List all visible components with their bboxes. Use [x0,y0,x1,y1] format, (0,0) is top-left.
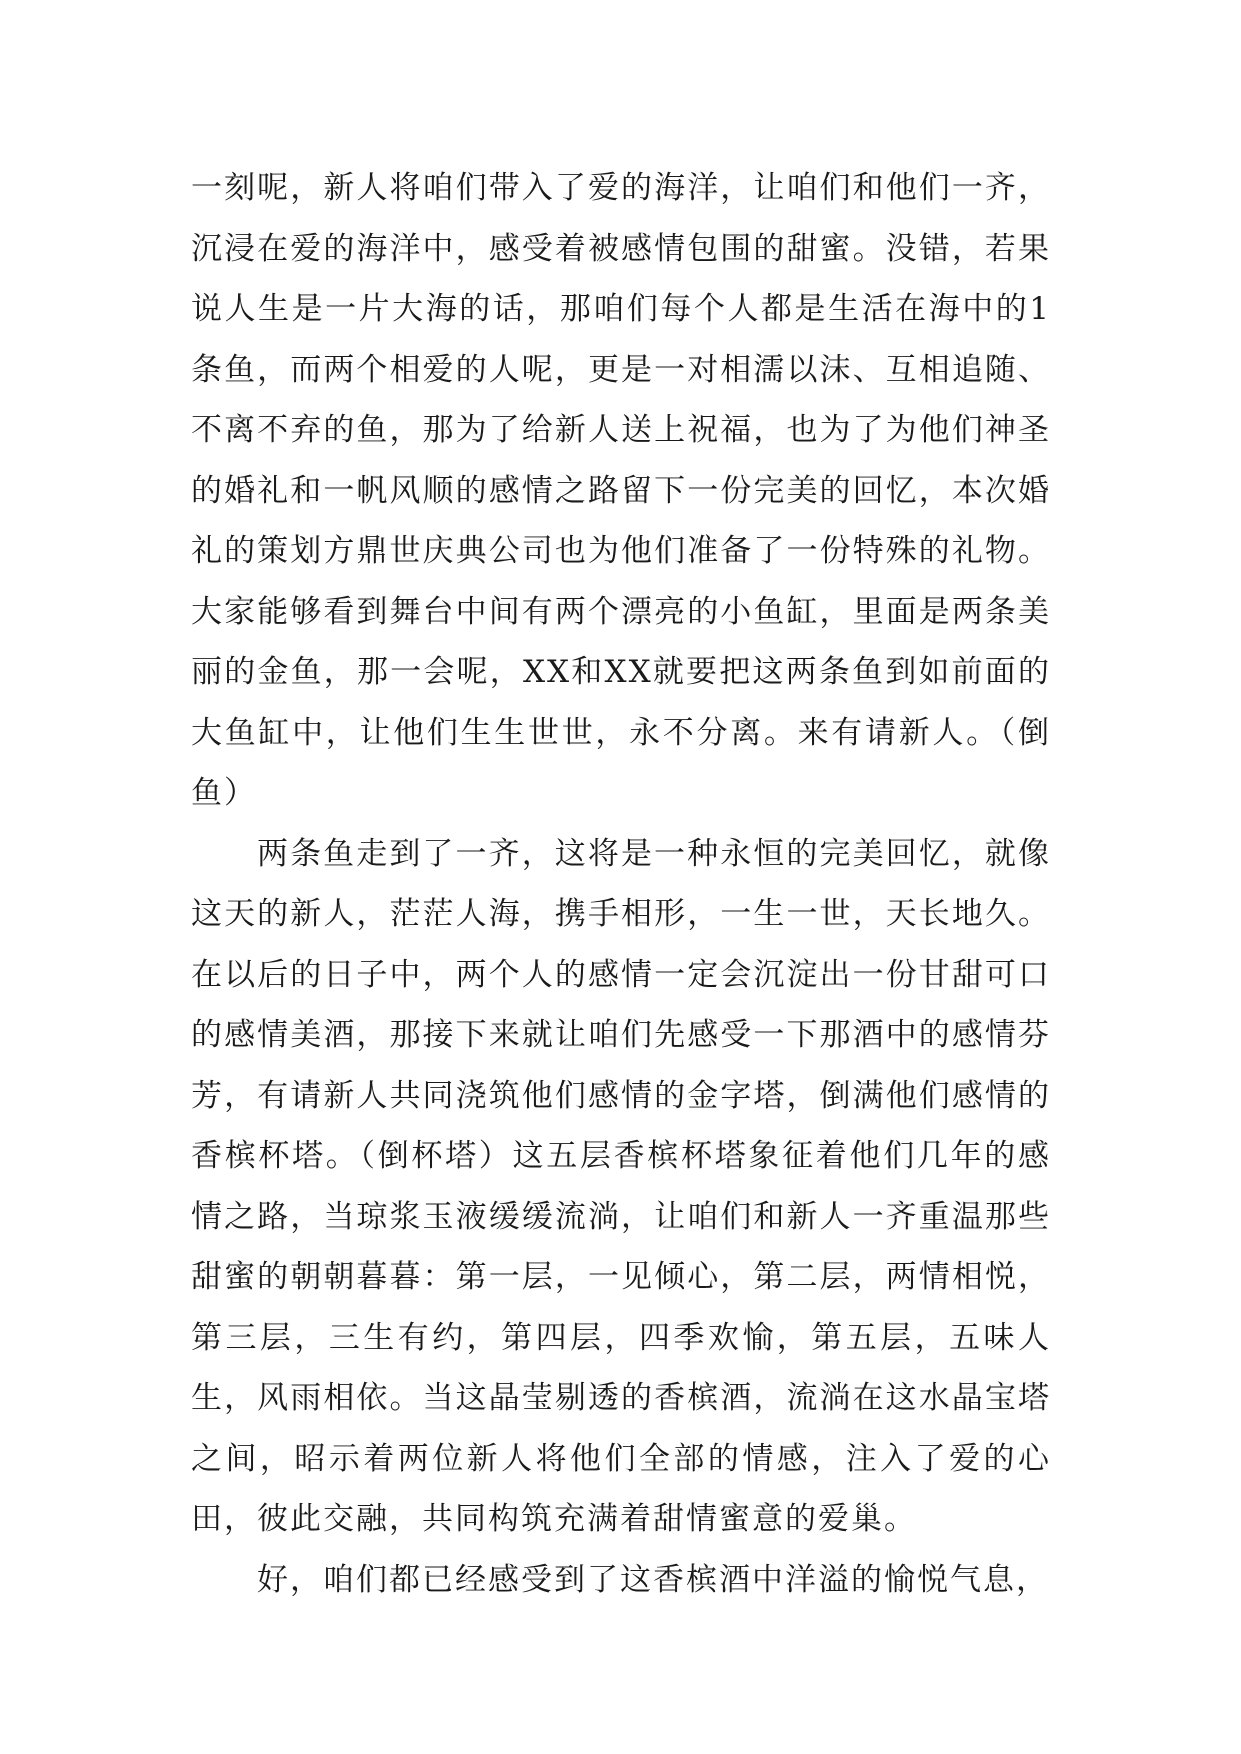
paragraph-2: 两条鱼走到了一齐，这将是一种永恒的完美回忆，就像这天的新人，茫茫人海，携手相形，一生一世，天长地久。在以后的日子中，两个人的感情一定会沉淀出一份甘甜可口的感情美酒，那接下来就让咱们先感受一下那酒中的感情芬芳，有请新人共同浇筑他们感情的金字塔，倒满他们感情的香槟杯塔。（倒杯塔）这五层香槟杯塔象征着他们几年的感情之路，当琼浆玉液缓缓流淌，让咱们和新人一齐重温那些甜蜜的朝朝暮暮：第一层，一见倾心，第二层，两情相悦，第三层，三生有约，第四层，四季欢愉，第五层，五味人生，风雨相依。当这晶莹剔透的香槟酒，流淌在这水晶宝塔之间，昭示着两位新人将他们全部的情感，注入了爱的心田，彼此交融，共同构筑充满着甜情蜜意的爱巢。 [191,835,1051,1537]
paragraph-1: 一刻呢，新人将咱们带入了爱的海洋，让咱们和他们一齐，沉浸在爱的海洋中，感受着被感情包围的甜蜜。没错，若果说人生是一片大海的话，那咱们每个人都是生活在海中的1条鱼，而两个相爱的人呢，更是一对相濡以沫、互相追随、不离不弃的鱼，那为了给新人送上祝福，也为了为他们神圣的婚礼和一帆风顺的感情之路留下一份完美的回忆，本次婚礼的策划方鼎世庆典公司也为他们准备了一份特殊的礼物。大家能够看到舞台中间有两个漂亮的小鱼缸，里面是两条美丽的金鱼，那一会呢，XX和XX就要把这两条鱼到如前面的大鱼缸中，让他们生生世世，永不分离。来有请新人。（倒鱼） [191,170,1051,811]
paragraph-3: 好，咱们都已经感受到了这香槟酒中洋溢的愉悦气息， [257,1561,1049,1598]
document-body [191,158,1051,1610]
